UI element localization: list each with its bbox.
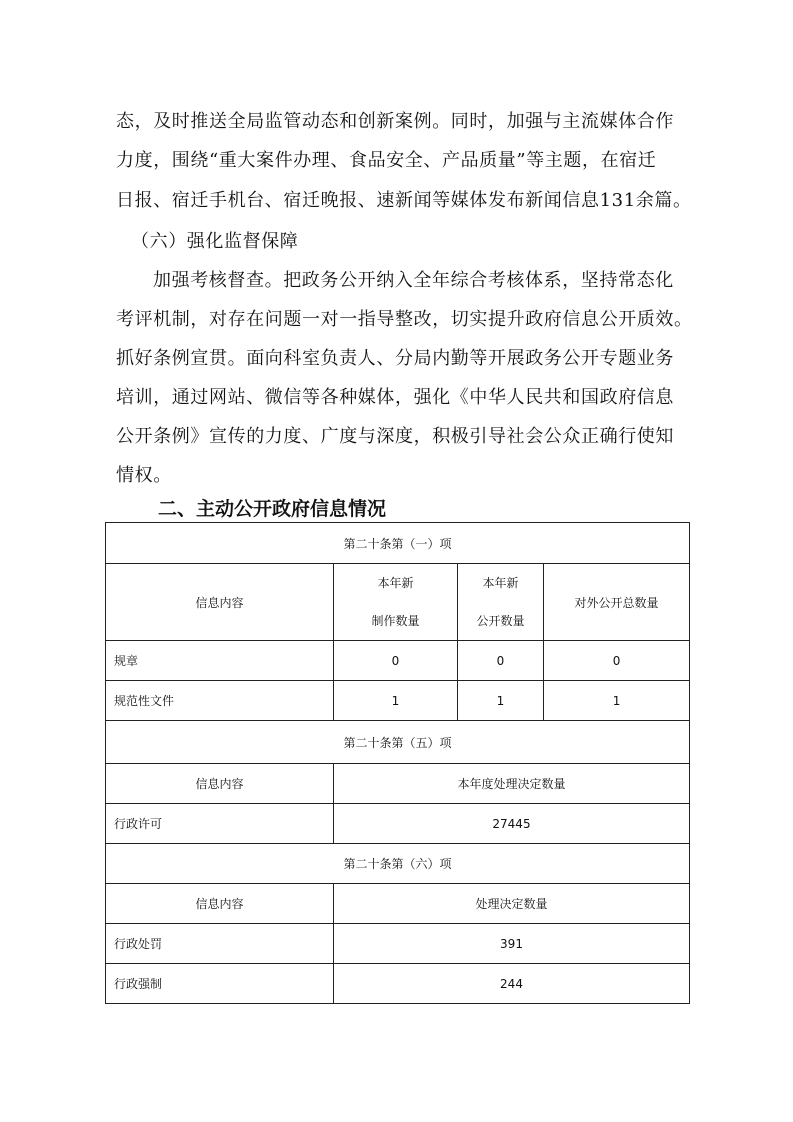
body-line-2: 力度，围绕“重大案件办理、食品安全、产品质量”等主题，在宿迁 (116, 150, 657, 171)
row-total: 1 (544, 681, 690, 721)
row-new-public: 0 (458, 641, 544, 681)
body2-line-6: 情权。 (116, 465, 172, 486)
table-header-row (106, 764, 690, 804)
row-label: 行政处罚 (106, 924, 334, 964)
table-row (106, 804, 690, 844)
header-new-made-line-2: 制作数量 (371, 614, 420, 628)
table-header-row (106, 564, 690, 641)
section-title: 二、主动公开政府信息情况 (158, 498, 387, 520)
table-row (106, 924, 690, 964)
section-5-title: 第二十条第（五）项 (106, 721, 690, 764)
table-section-row (106, 523, 690, 564)
row-label: 行政强制 (106, 964, 334, 1004)
row-label: 规范性文件 (106, 681, 334, 721)
row-new-made: 1 (334, 681, 458, 721)
body-line-1: 态，及时推送全局监管动态和创新案例。同时，加强与主流媒体合作 (116, 111, 674, 132)
row-value: 244 (334, 964, 690, 1004)
disclosure-table (105, 522, 690, 1004)
header-content: 信息内容 (106, 564, 334, 641)
row-value: 391 (334, 924, 690, 964)
header-new-public-line-1: 本年新 (482, 576, 519, 590)
table-section-row (106, 844, 690, 884)
table-row (106, 641, 690, 681)
section-6-title: 第二十条第（六）项 (106, 844, 690, 884)
header-total-public: 对外公开总数量 (544, 564, 690, 641)
header-new-public-line-2: 公开数量 (476, 614, 525, 628)
table-row (106, 964, 690, 1004)
header-count: 处理决定数量 (334, 884, 690, 924)
body2-line-5: 公开条例》宣传的力度、广度与深度，积极引导社会公众正确行使知 (116, 426, 674, 447)
header-new-made (334, 564, 458, 641)
row-new-made: 0 (334, 641, 458, 681)
header-count: 本年度处理决定数量 (334, 764, 690, 804)
header-content: 信息内容 (106, 764, 334, 804)
body2-line-1: 加强考核督查。把政务公开纳入全年综合考核体系，坚持常态化 (153, 270, 674, 291)
row-label: 规章 (106, 641, 334, 681)
body2-line-2: 考评机制，对存在问题一对一指导整改，切实提升政府信息公开质效。 (116, 309, 693, 330)
header-content: 信息内容 (106, 884, 334, 924)
body2-line-4: 培训，通过网站、微信等各种媒体，强化《中华人民共和国政府信息 (116, 387, 674, 408)
section-1-title: 第二十条第（一）项 (106, 523, 690, 564)
row-label: 行政许可 (106, 804, 334, 844)
table-section-row (106, 721, 690, 764)
row-total: 0 (544, 641, 690, 681)
table-row (106, 681, 690, 721)
body2-line-3: 抓好条例宣贯。面向科室负责人、分局内勤等开展政务公开专题业务 (116, 348, 674, 369)
header-new-made-line-1: 本年新 (377, 576, 414, 590)
row-new-public: 1 (458, 681, 544, 721)
table-header-row (106, 884, 690, 924)
header-new-public (458, 564, 544, 641)
row-value: 27445 (334, 804, 690, 844)
body-line-3: 日报、宿迁手机台、宿迁晚报、速新闻等媒体发布新闻信息131余篇。 (116, 190, 692, 211)
subsection-title: （六）强化监督保障 (131, 231, 299, 252)
